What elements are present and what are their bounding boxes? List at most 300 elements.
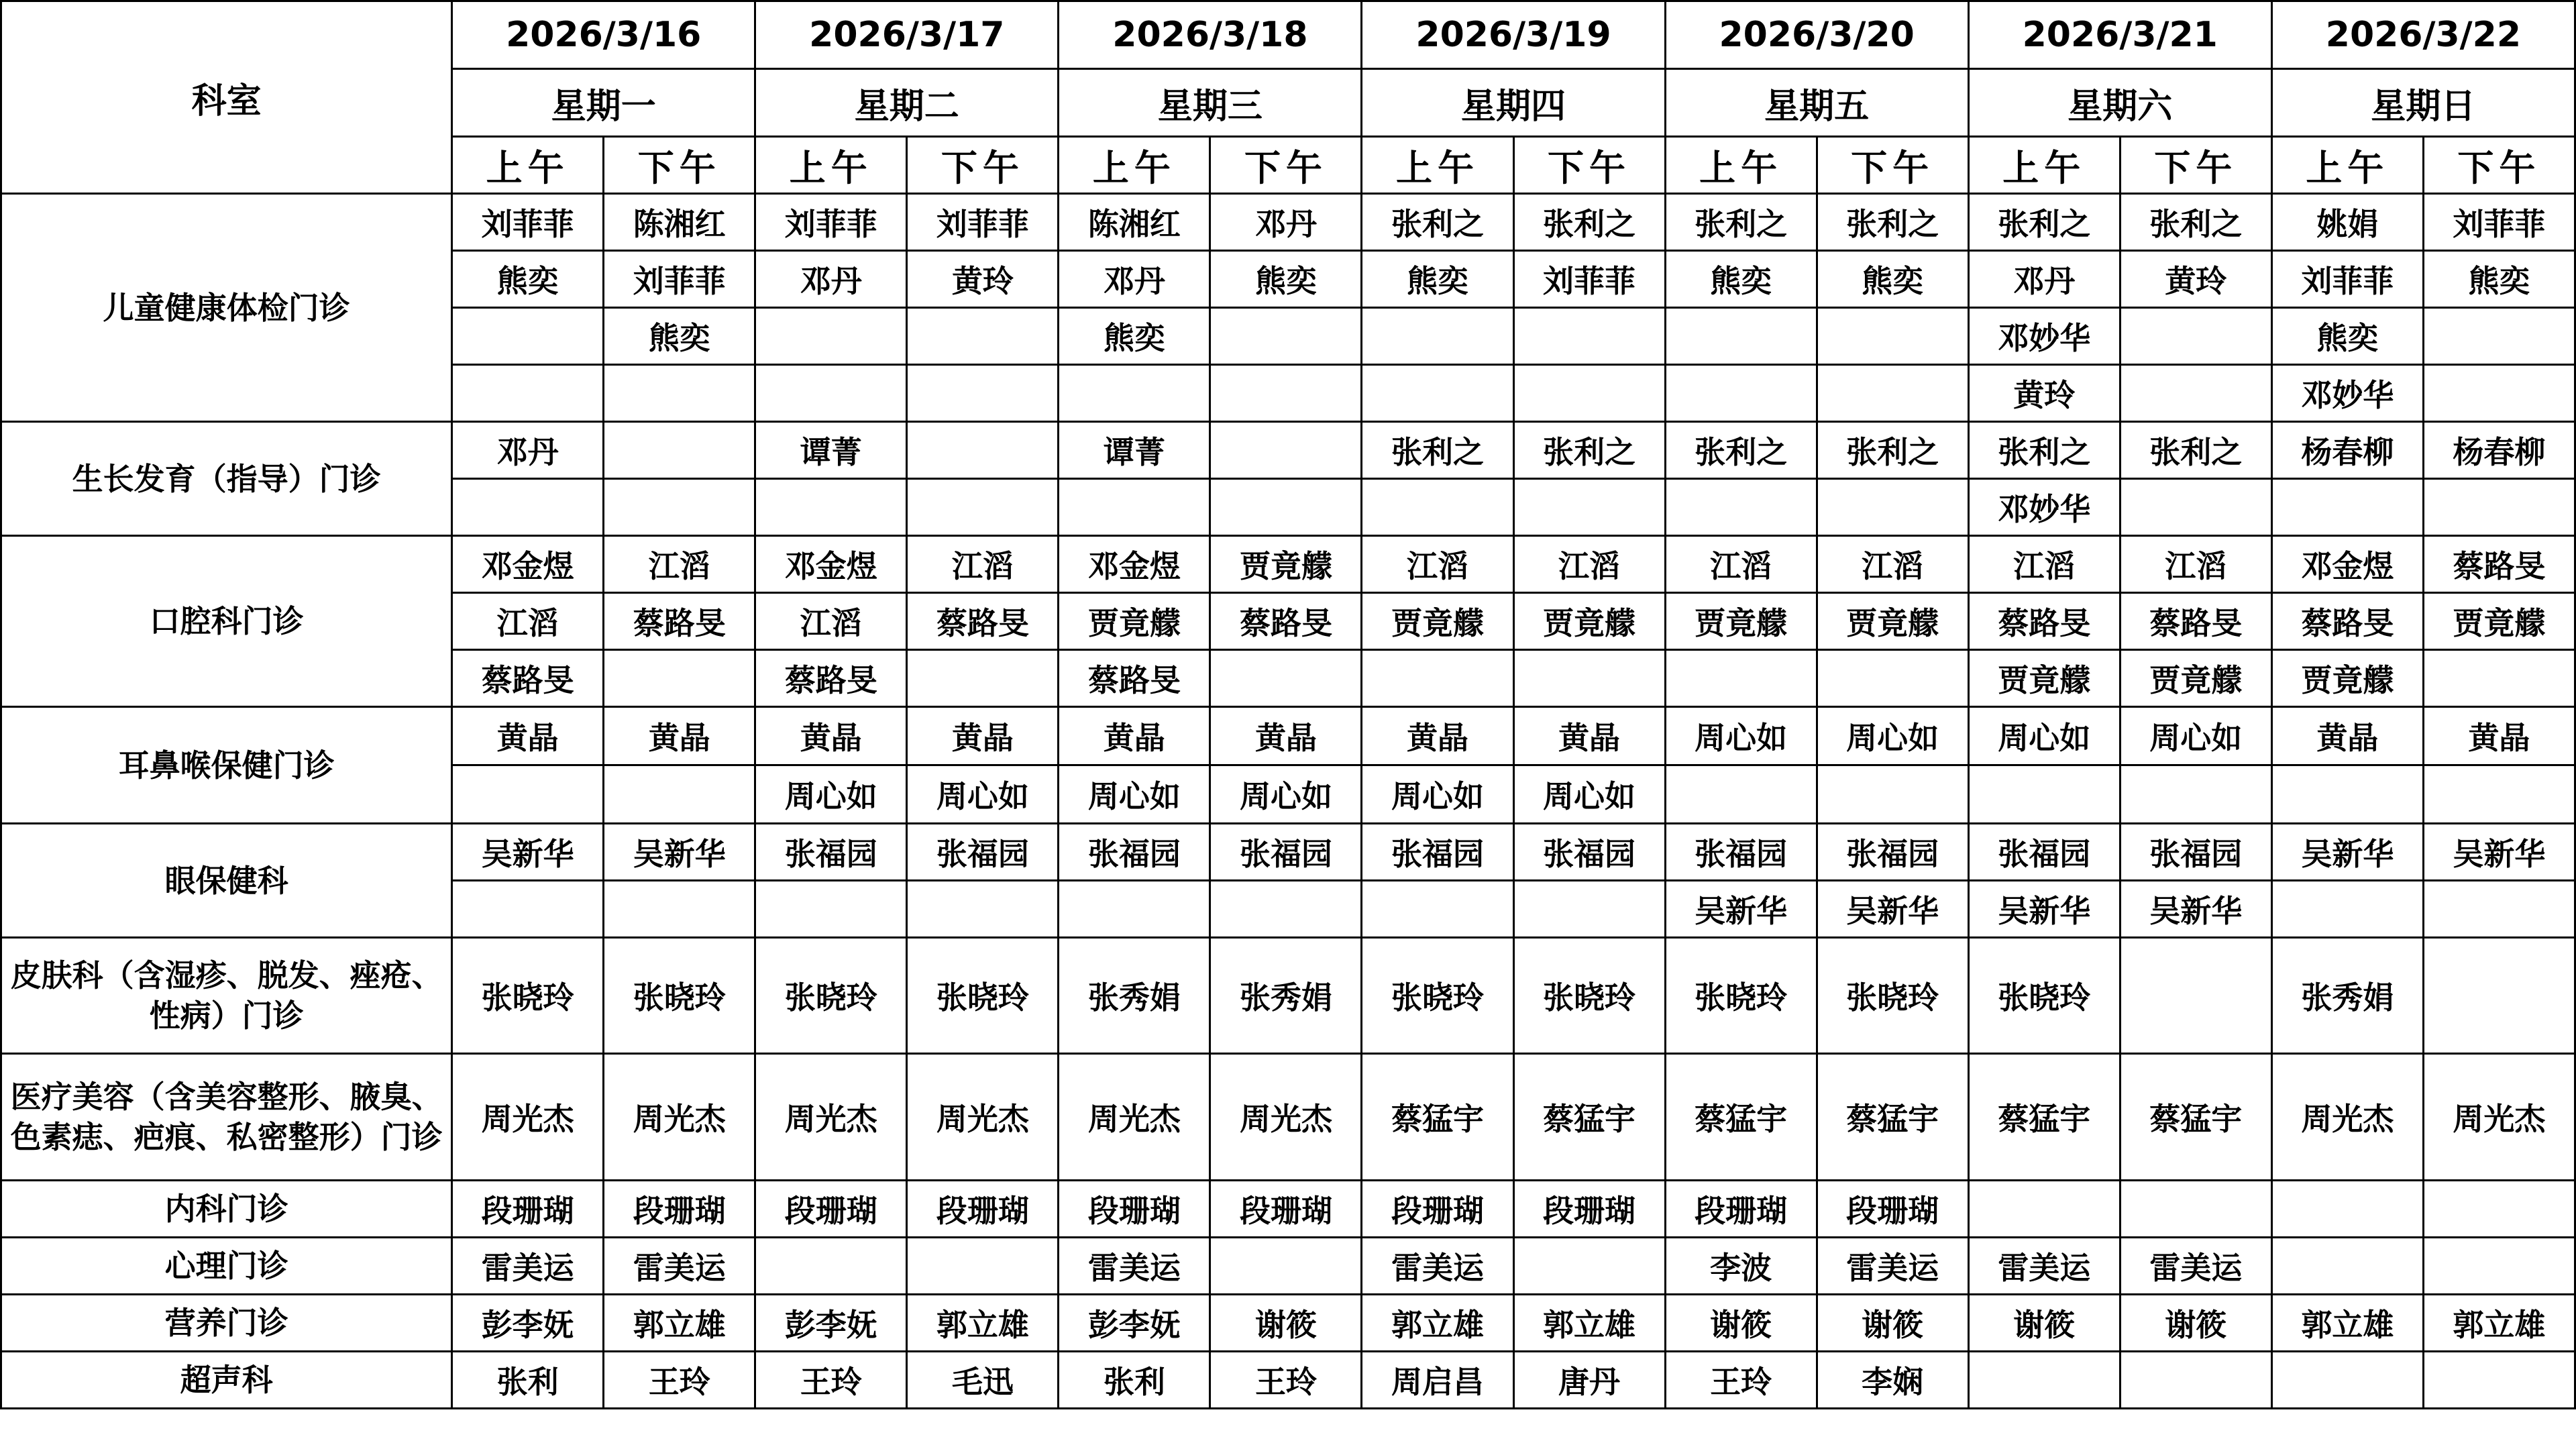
doctor-cell: [1362, 479, 1513, 536]
doctor-cell: [2271, 765, 2423, 824]
schedule-row: [1, 1054, 2575, 1181]
doctor-cell: [907, 422, 1059, 479]
doctor-cell: 刘菲菲: [2423, 194, 2575, 251]
doctor-cell: [2423, 479, 2575, 536]
doctor-cell: [2423, 1181, 2575, 1238]
doctor-cell: 段珊瑚: [1362, 1181, 1513, 1238]
am-header: 上午: [1362, 137, 1513, 194]
doctor-cell: 蔡猛宇: [2120, 1054, 2271, 1181]
schedule-row: [1, 1352, 2575, 1409]
doctor-cell: 周心如: [2120, 707, 2271, 765]
doctor-cell: 刘菲菲: [1513, 251, 1665, 308]
doctor-cell: 谭菁: [1059, 422, 1210, 479]
doctor-cell: 江滔: [2120, 536, 2271, 593]
am-header: 上午: [2271, 137, 2423, 194]
pm-header: 下午: [1513, 137, 1665, 194]
doctor-cell: 熊奕: [1362, 251, 1513, 308]
doctor-cell: 熊奕: [1059, 308, 1210, 365]
doctor-cell: [452, 881, 604, 938]
department-name: 口腔科门诊: [1, 536, 452, 707]
doctor-cell: 周心如: [1210, 765, 1362, 824]
doctor-cell: 雷美运: [1968, 1238, 2120, 1295]
schedule-row: [1, 824, 2575, 881]
doctor-cell: 黄晶: [2423, 707, 2575, 765]
doctor-cell: 江滔: [452, 593, 604, 650]
doctor-cell: 蔡猛宇: [1362, 1054, 1513, 1181]
doctor-cell: 吴新华: [1968, 881, 2120, 938]
doctor-cell: [2271, 1352, 2423, 1409]
doctor-cell: 张晓玲: [755, 938, 907, 1054]
doctor-cell: [1059, 881, 1210, 938]
schedule-row: [1, 1181, 2575, 1238]
doctor-cell: 彭李妩: [452, 1295, 604, 1352]
doctor-cell: 段珊瑚: [1210, 1181, 1362, 1238]
doctor-cell: 张利: [1059, 1352, 1210, 1409]
doctor-cell: 吴新华: [2271, 824, 2423, 881]
doctor-cell: [2120, 1181, 2271, 1238]
doctor-cell: 雷美运: [1817, 1238, 1968, 1295]
doctor-cell: 张晓玲: [604, 938, 755, 1054]
doctor-cell: 张福园: [755, 824, 907, 881]
doctor-cell: 蔡路旻: [907, 593, 1059, 650]
pm-header: 下午: [2120, 137, 2271, 194]
doctor-cell: [604, 365, 755, 422]
doctor-cell: [755, 479, 907, 536]
doctor-cell: 雷美运: [1059, 1238, 1210, 1295]
doctor-cell: [1210, 479, 1362, 536]
am-header: 上午: [1968, 137, 2120, 194]
doctor-cell: 贾竟艨: [2423, 593, 2575, 650]
doctor-cell: 黄晶: [452, 707, 604, 765]
doctor-cell: 黄晶: [1059, 707, 1210, 765]
doctor-cell: 周心如: [1362, 765, 1513, 824]
schedule-row: [1, 536, 2575, 593]
doctor-cell: 张利之: [1817, 422, 1968, 479]
doctor-cell: 邓丹: [1968, 251, 2120, 308]
doctor-cell: [452, 479, 604, 536]
doctor-cell: [2120, 308, 2271, 365]
doctor-cell: 熊奕: [1817, 251, 1968, 308]
doctor-cell: [1513, 650, 1665, 707]
doctor-cell: 邓妙华: [1968, 479, 2120, 536]
department-name: 医疗美容（含美容整形、腋臭、色素痣、疤痕、私密整形）门诊: [1, 1054, 452, 1181]
doctor-cell: [907, 365, 1059, 422]
doctor-cell: 王玲: [1665, 1352, 1817, 1409]
doctor-cell: 周光杰: [452, 1054, 604, 1181]
doctor-cell: 郭立雄: [907, 1295, 1059, 1352]
doctor-cell: [1817, 650, 1968, 707]
doctor-cell: 谢筱: [2120, 1295, 2271, 1352]
doctor-cell: 周心如: [1817, 707, 1968, 765]
doctor-cell: 唐丹: [1513, 1352, 1665, 1409]
date-header: 2026/3/19: [1362, 1, 1665, 69]
doctor-cell: 周心如: [907, 765, 1059, 824]
doctor-cell: 彭李妩: [755, 1295, 907, 1352]
weekday-header: 星期四: [1362, 69, 1665, 137]
doctor-cell: 黄晶: [604, 707, 755, 765]
doctor-cell: 蔡路旻: [1968, 593, 2120, 650]
doctor-cell: 吴新华: [2120, 881, 2271, 938]
doctor-cell: 熊奕: [2271, 308, 2423, 365]
doctor-cell: 黄晶: [1513, 707, 1665, 765]
doctor-cell: [2271, 1238, 2423, 1295]
doctor-cell: 姚娟: [2271, 194, 2423, 251]
doctor-cell: 陈湘红: [604, 194, 755, 251]
doctor-cell: 刘菲菲: [907, 194, 1059, 251]
schedule-row: [1, 1295, 2575, 1352]
doctor-cell: 毛迅: [907, 1352, 1059, 1409]
department-name: 耳鼻喉保健门诊: [1, 707, 452, 824]
doctor-cell: 贾竟艨: [1665, 593, 1817, 650]
schedule-body: [1, 194, 2575, 1409]
doctor-cell: 刘菲菲: [2271, 251, 2423, 308]
doctor-cell: [755, 1238, 907, 1295]
doctor-cell: 段珊瑚: [604, 1181, 755, 1238]
doctor-cell: 周心如: [1059, 765, 1210, 824]
doctor-cell: 张秀娟: [1210, 938, 1362, 1054]
doctor-cell: [2120, 938, 2271, 1054]
doctor-cell: 郭立雄: [2271, 1295, 2423, 1352]
doctor-cell: 张利之: [1513, 194, 1665, 251]
doctor-cell: 黄晶: [1210, 707, 1362, 765]
schedule-row: [1, 194, 2575, 251]
doctor-cell: 贾竟艨: [1210, 536, 1362, 593]
date-header: 2026/3/20: [1665, 1, 1968, 69]
doctor-cell: 张利之: [1362, 194, 1513, 251]
doctor-cell: 蔡路旻: [452, 650, 604, 707]
doctor-cell: 张秀娟: [2271, 938, 2423, 1054]
doctor-cell: [2423, 1352, 2575, 1409]
schedule-row: [1, 422, 2575, 479]
doctor-cell: 杨春柳: [2423, 422, 2575, 479]
doctor-cell: 蔡猛宇: [1513, 1054, 1665, 1181]
doctor-cell: [1817, 308, 1968, 365]
doctor-cell: [452, 365, 604, 422]
doctor-cell: 熊奕: [1665, 251, 1817, 308]
date-header: 2026/3/16: [452, 1, 755, 69]
doctor-cell: 黄玲: [2120, 251, 2271, 308]
doctor-cell: 王玲: [604, 1352, 755, 1409]
doctor-cell: 刘菲菲: [604, 251, 755, 308]
weekday-header: 星期二: [755, 69, 1059, 137]
doctor-cell: [1059, 365, 1210, 422]
doctor-cell: 王玲: [1210, 1352, 1362, 1409]
doctor-cell: [604, 422, 755, 479]
doctor-cell: 段珊瑚: [1665, 1181, 1817, 1238]
doctor-cell: [755, 365, 907, 422]
doctor-cell: 蔡路旻: [604, 593, 755, 650]
doctor-cell: 张利之: [2120, 422, 2271, 479]
doctor-cell: 江滔: [604, 536, 755, 593]
date-header: 2026/3/22: [2271, 1, 2575, 69]
doctor-cell: 张利之: [1362, 422, 1513, 479]
doctor-cell: 贾竟艨: [1059, 593, 1210, 650]
doctor-cell: [1817, 765, 1968, 824]
doctor-cell: [2271, 479, 2423, 536]
doctor-cell: 蔡猛宇: [1968, 1054, 2120, 1181]
doctor-cell: [1665, 365, 1817, 422]
doctor-cell: 邓丹: [755, 251, 907, 308]
doctor-cell: 张晓玲: [1513, 938, 1665, 1054]
date-header: 2026/3/21: [1968, 1, 2271, 69]
doctor-cell: 蔡路旻: [1210, 593, 1362, 650]
doctor-cell: [1210, 1238, 1362, 1295]
department-name: 皮肤科（含湿疹、脱发、痤疮、性病）门诊: [1, 938, 452, 1054]
doctor-cell: [1513, 479, 1665, 536]
doctor-cell: 邓丹: [1210, 194, 1362, 251]
doctor-cell: 张利之: [1665, 194, 1817, 251]
doctor-cell: 谢筱: [1665, 1295, 1817, 1352]
doctor-cell: 周光杰: [2271, 1054, 2423, 1181]
am-header: 上午: [755, 137, 907, 194]
pm-header: 下午: [604, 137, 755, 194]
doctor-cell: 邓妙华: [2271, 365, 2423, 422]
doctor-cell: [2271, 1181, 2423, 1238]
doctor-cell: 张利之: [1513, 422, 1665, 479]
doctor-cell: [1362, 650, 1513, 707]
doctor-cell: [2423, 650, 2575, 707]
doctor-cell: 周光杰: [755, 1054, 907, 1181]
doctor-cell: 吴新华: [604, 824, 755, 881]
doctor-cell: [2423, 881, 2575, 938]
doctor-cell: 张晓玲: [1968, 938, 2120, 1054]
doctor-cell: 蔡路旻: [1059, 650, 1210, 707]
doctor-cell: 李波: [1665, 1238, 1817, 1295]
doctor-cell: 熊奕: [604, 308, 755, 365]
doctor-cell: [452, 308, 604, 365]
am-header: 上午: [452, 137, 604, 194]
doctor-cell: 贾竟艨: [2271, 650, 2423, 707]
doctor-cell: [604, 765, 755, 824]
doctor-cell: [1513, 1238, 1665, 1295]
dept-column-header: 科室: [1, 1, 452, 194]
department-name: 超声科: [1, 1352, 452, 1409]
doctor-cell: [1210, 650, 1362, 707]
pm-header: 下午: [1210, 137, 1362, 194]
doctor-cell: 周光杰: [604, 1054, 755, 1181]
weekday-header: 星期六: [1968, 69, 2271, 137]
doctor-cell: 江滔: [1362, 536, 1513, 593]
doctor-cell: 张利之: [1968, 422, 2120, 479]
doctor-cell: 张晓玲: [907, 938, 1059, 1054]
doctor-cell: 邓丹: [1059, 251, 1210, 308]
doctor-cell: 熊奕: [2423, 251, 2575, 308]
doctor-cell: 江滔: [1968, 536, 2120, 593]
doctor-cell: 邓金煜: [755, 536, 907, 593]
doctor-cell: 张福园: [1362, 824, 1513, 881]
doctor-cell: [1059, 479, 1210, 536]
doctor-cell: [2423, 365, 2575, 422]
doctor-cell: 黄晶: [2271, 707, 2423, 765]
doctor-cell: 贾竟艨: [1817, 593, 1968, 650]
weekday-header: 星期一: [452, 69, 755, 137]
doctor-cell: 邓金煜: [1059, 536, 1210, 593]
doctor-cell: 段珊瑚: [907, 1181, 1059, 1238]
doctor-cell: 郭立雄: [1513, 1295, 1665, 1352]
date-header: 2026/3/18: [1059, 1, 1362, 69]
schedule-row: [1, 938, 2575, 1054]
doctor-cell: 周光杰: [1210, 1054, 1362, 1181]
pm-header: 下午: [2423, 137, 2575, 194]
doctor-cell: 张福园: [1817, 824, 1968, 881]
department-name: 儿童健康体检门诊: [1, 194, 452, 422]
doctor-cell: 张晓玲: [1665, 938, 1817, 1054]
doctor-cell: 熊奕: [452, 251, 604, 308]
doctor-cell: [1513, 365, 1665, 422]
doctor-cell: 蔡路旻: [2423, 536, 2575, 593]
doctor-cell: 李娴: [1817, 1352, 1968, 1409]
doctor-cell: 江滔: [755, 593, 907, 650]
doctor-cell: [1968, 1352, 2120, 1409]
doctor-cell: 吴新华: [1665, 881, 1817, 938]
department-name: 眼保健科: [1, 824, 452, 938]
doctor-cell: 周心如: [755, 765, 907, 824]
doctor-cell: 江滔: [1513, 536, 1665, 593]
doctor-cell: [2423, 765, 2575, 824]
doctor-cell: 陈湘红: [1059, 194, 1210, 251]
doctor-cell: [2423, 308, 2575, 365]
doctor-cell: [1362, 881, 1513, 938]
doctor-cell: [452, 765, 604, 824]
department-name: 心理门诊: [1, 1238, 452, 1295]
doctor-cell: 郭立雄: [1362, 1295, 1513, 1352]
doctor-cell: 谭菁: [755, 422, 907, 479]
doctor-cell: 贾竟艨: [1968, 650, 2120, 707]
doctor-cell: [1362, 308, 1513, 365]
doctor-cell: 邓金煜: [452, 536, 604, 593]
doctor-cell: 张秀娟: [1059, 938, 1210, 1054]
doctor-cell: [2423, 938, 2575, 1054]
doctor-cell: 张利之: [1968, 194, 2120, 251]
doctor-cell: 张福园: [1059, 824, 1210, 881]
doctor-cell: [2271, 881, 2423, 938]
doctor-cell: [1513, 881, 1665, 938]
doctor-cell: 张晓玲: [1817, 938, 1968, 1054]
doctor-cell: 周光杰: [907, 1054, 1059, 1181]
doctor-cell: 张利之: [2120, 194, 2271, 251]
doctor-cell: [604, 650, 755, 707]
weekday-header: 星期五: [1665, 69, 1968, 137]
doctor-cell: [1210, 365, 1362, 422]
doctor-cell: 谢筱: [1210, 1295, 1362, 1352]
doctor-cell: [604, 479, 755, 536]
doctor-cell: 黄晶: [755, 707, 907, 765]
doctor-cell: 吴新华: [452, 824, 604, 881]
doctor-cell: 郭立雄: [604, 1295, 755, 1352]
doctor-cell: 张福园: [1513, 824, 1665, 881]
doctor-cell: 贾竟艨: [2120, 650, 2271, 707]
doctor-cell: [1210, 308, 1362, 365]
doctor-cell: 雷美运: [452, 1238, 604, 1295]
doctor-cell: 郭立雄: [2423, 1295, 2575, 1352]
doctor-cell: 江滔: [907, 536, 1059, 593]
doctor-cell: 黄玲: [907, 251, 1059, 308]
doctor-cell: 张福园: [2120, 824, 2271, 881]
doctor-cell: 杨春柳: [2271, 422, 2423, 479]
doctor-cell: 周心如: [1968, 707, 2120, 765]
department-name: 营养门诊: [1, 1295, 452, 1352]
doctor-cell: 吴新华: [2423, 824, 2575, 881]
doctor-cell: 王玲: [755, 1352, 907, 1409]
doctor-cell: 张福园: [1665, 824, 1817, 881]
schedule-header: [1, 1, 2575, 194]
department-name: 内科门诊: [1, 1181, 452, 1238]
doctor-cell: 谢筱: [1817, 1295, 1968, 1352]
date-header: 2026/3/17: [755, 1, 1059, 69]
doctor-cell: [604, 881, 755, 938]
doctor-cell: [907, 308, 1059, 365]
schedule-row: [1, 1238, 2575, 1295]
doctor-cell: [907, 1238, 1059, 1295]
doctor-cell: 张利之: [1665, 422, 1817, 479]
doctor-cell: [1665, 308, 1817, 365]
doctor-cell: 黄晶: [907, 707, 1059, 765]
doctor-cell: 周启昌: [1362, 1352, 1513, 1409]
doctor-cell: 张福园: [1968, 824, 2120, 881]
doctor-cell: 张福园: [907, 824, 1059, 881]
doctor-cell: [1210, 422, 1362, 479]
doctor-cell: [1362, 365, 1513, 422]
doctor-cell: 张利之: [1817, 194, 1968, 251]
doctor-cell: [1210, 881, 1362, 938]
doctor-cell: 谢筱: [1968, 1295, 2120, 1352]
doctor-cell: 雷美运: [604, 1238, 755, 1295]
doctor-cell: [1665, 479, 1817, 536]
doctor-cell: 邓妙华: [1968, 308, 2120, 365]
doctor-cell: [2120, 1352, 2271, 1409]
doctor-cell: [755, 881, 907, 938]
doctor-cell: 段珊瑚: [1059, 1181, 1210, 1238]
doctor-cell: [907, 650, 1059, 707]
doctor-cell: 段珊瑚: [755, 1181, 907, 1238]
doctor-cell: 周心如: [1513, 765, 1665, 824]
doctor-cell: 吴新华: [1817, 881, 1968, 938]
doctor-cell: 蔡路旻: [2120, 593, 2271, 650]
doctor-cell: 周光杰: [2423, 1054, 2575, 1181]
doctor-cell: 邓金煜: [2271, 536, 2423, 593]
doctor-cell: 熊奕: [1210, 251, 1362, 308]
doctor-cell: 雷美运: [2120, 1238, 2271, 1295]
schedule-row: [1, 707, 2575, 765]
doctor-cell: 贾竟艨: [1362, 593, 1513, 650]
pm-header: 下午: [907, 137, 1059, 194]
doctor-cell: 江滔: [1817, 536, 1968, 593]
doctor-cell: [1968, 1181, 2120, 1238]
doctor-cell: 段珊瑚: [1513, 1181, 1665, 1238]
doctor-cell: 张晓玲: [1362, 938, 1513, 1054]
doctor-cell: 刘菲菲: [755, 194, 907, 251]
doctor-cell: [1817, 365, 1968, 422]
doctor-cell: 黄玲: [1968, 365, 2120, 422]
doctor-cell: 张利: [452, 1352, 604, 1409]
pm-header: 下午: [1817, 137, 1968, 194]
doctor-cell: 黄晶: [1362, 707, 1513, 765]
doctor-cell: [2423, 1238, 2575, 1295]
weekday-header: 星期日: [2271, 69, 2575, 137]
doctor-cell: 雷美运: [1362, 1238, 1513, 1295]
doctor-cell: [907, 479, 1059, 536]
doctor-cell: [1968, 765, 2120, 824]
doctor-cell: [755, 308, 907, 365]
doctor-cell: 张福园: [1210, 824, 1362, 881]
doctor-cell: 彭李妩: [1059, 1295, 1210, 1352]
weekday-header: 星期三: [1059, 69, 1362, 137]
doctor-cell: [1817, 479, 1968, 536]
doctor-cell: 贾竟艨: [1513, 593, 1665, 650]
doctor-cell: [1513, 308, 1665, 365]
doctor-cell: 段珊瑚: [1817, 1181, 1968, 1238]
doctor-cell: 蔡路旻: [755, 650, 907, 707]
